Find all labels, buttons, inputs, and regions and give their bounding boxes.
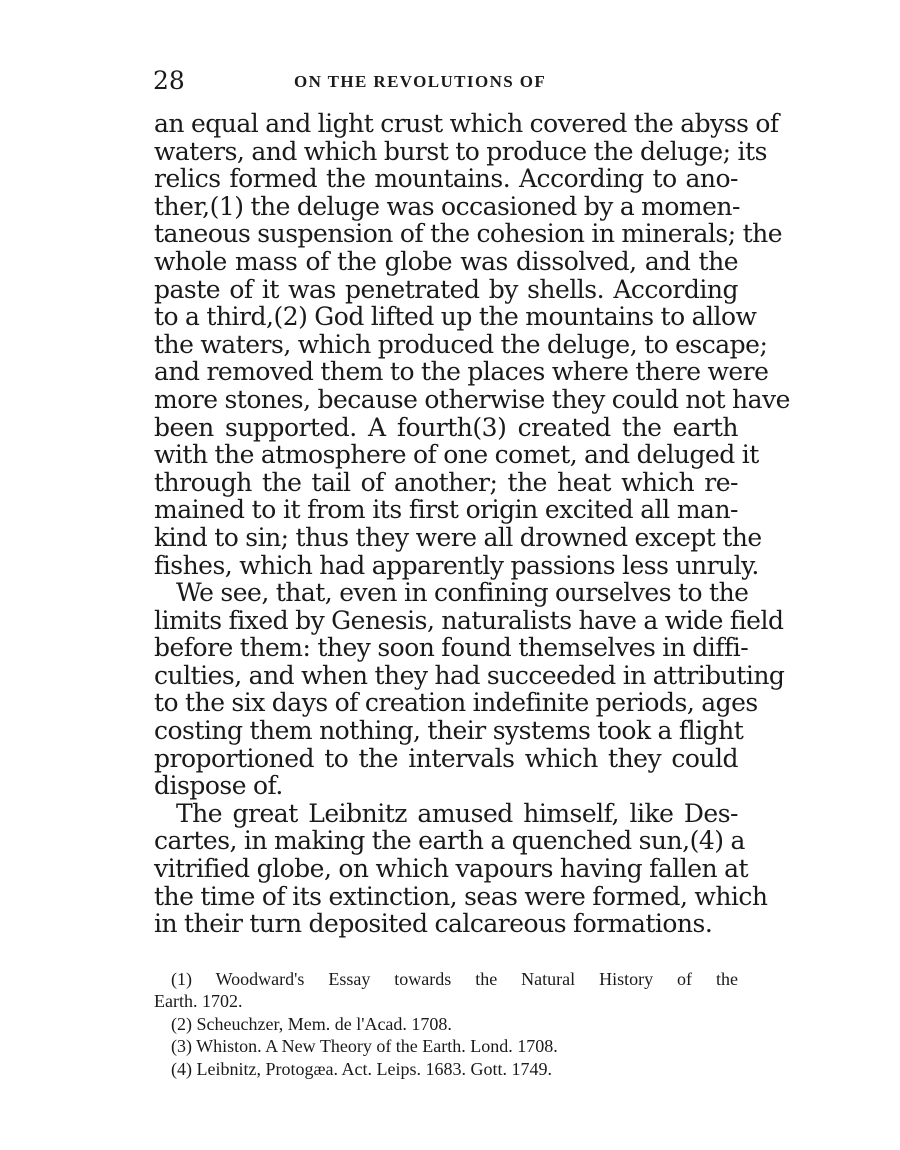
text-line: the time of its extinction, seas were formed, which (154, 881, 768, 911)
footnote-1-continued: Earth. 1702. (154, 991, 243, 1012)
footnote-4: (4) Leibnitz, Protogæa. Act. Leips. 1683. Gott. 1749. (171, 1058, 552, 1079)
text-line: before them: they soon found themselves in diffi- (154, 633, 749, 663)
text-line: proportioned to the intervals which they could (154, 743, 738, 773)
text-line: through the tail of another; the heat which re- (154, 467, 738, 497)
running-title: ON THE REVOLUTIONS OF (294, 72, 547, 91)
footnote-2: (2) Scheuchzer, Mem. de l'Acad. 1708. (171, 1013, 452, 1034)
text-line: in their turn deposited calcareous formations. (154, 909, 713, 939)
text-line: limits fixed by Genesis, naturalists have a wide field (154, 605, 784, 635)
text-line: and removed them to the places where there were (154, 357, 769, 387)
text-line: the waters, which produced the deluge, to escape; (154, 329, 768, 359)
text-line: an equal and light crust which covered the abyss of (154, 109, 779, 138)
text-line: costing them nothing, their systems took a flight (154, 716, 744, 746)
text-line: culties, and when they had succeeded in attributing (154, 660, 785, 690)
footnotes (154, 968, 738, 1080)
text-line: waters, and which burst to produce the deluge; its (154, 136, 767, 166)
text-line: whole mass of the globe was dissolved, and the (154, 246, 738, 276)
text-line: relics formed the mountains. According to ano- (154, 164, 738, 194)
text-line: We see, that, even in confining ourselves to the (176, 578, 749, 608)
text-line: to the six days of creation indefinite periods, ages (154, 688, 758, 718)
text-line: taneous suspension of the cohesion in minerals; the (154, 219, 783, 249)
text-line: more stones, because otherwise they could not have (154, 384, 790, 414)
text-line: ther,(1) the deluge was occasioned by a momen- (154, 191, 740, 221)
footnote-1: (1) Woodward's Essay towards the Natural History of the (171, 969, 738, 989)
text-line: fishes, which had apparently passions less unruly. (154, 550, 759, 580)
text-line: been supported. A fourth(3) created the earth (154, 412, 738, 442)
text-line: to a third,(2) God lifted up the mountains to allow (154, 302, 757, 332)
text-line: cartes, in making the earth a quenched sun,(4) a (154, 826, 745, 856)
text-line: The great Leibnitz amused himself, like Des- (176, 798, 738, 828)
footnote-3: (3) Whiston. A New Theory of the Earth. Lond. 1708. (171, 1036, 558, 1057)
text-line: paste of it was penetrated by shells. According (154, 274, 738, 304)
body-text (154, 109, 790, 939)
text-line: kind to sin; thus they were all drowned except the (154, 522, 762, 552)
text-line: vitrified globe, on which vapours having fallen at (154, 854, 749, 884)
page-number: 28 (153, 66, 185, 95)
text-line: mained to it from its first origin excited all man- (154, 495, 738, 525)
text-line: with the atmosphere of one comet, and deluged it (154, 440, 759, 470)
text-line: dispose of. (154, 771, 283, 801)
